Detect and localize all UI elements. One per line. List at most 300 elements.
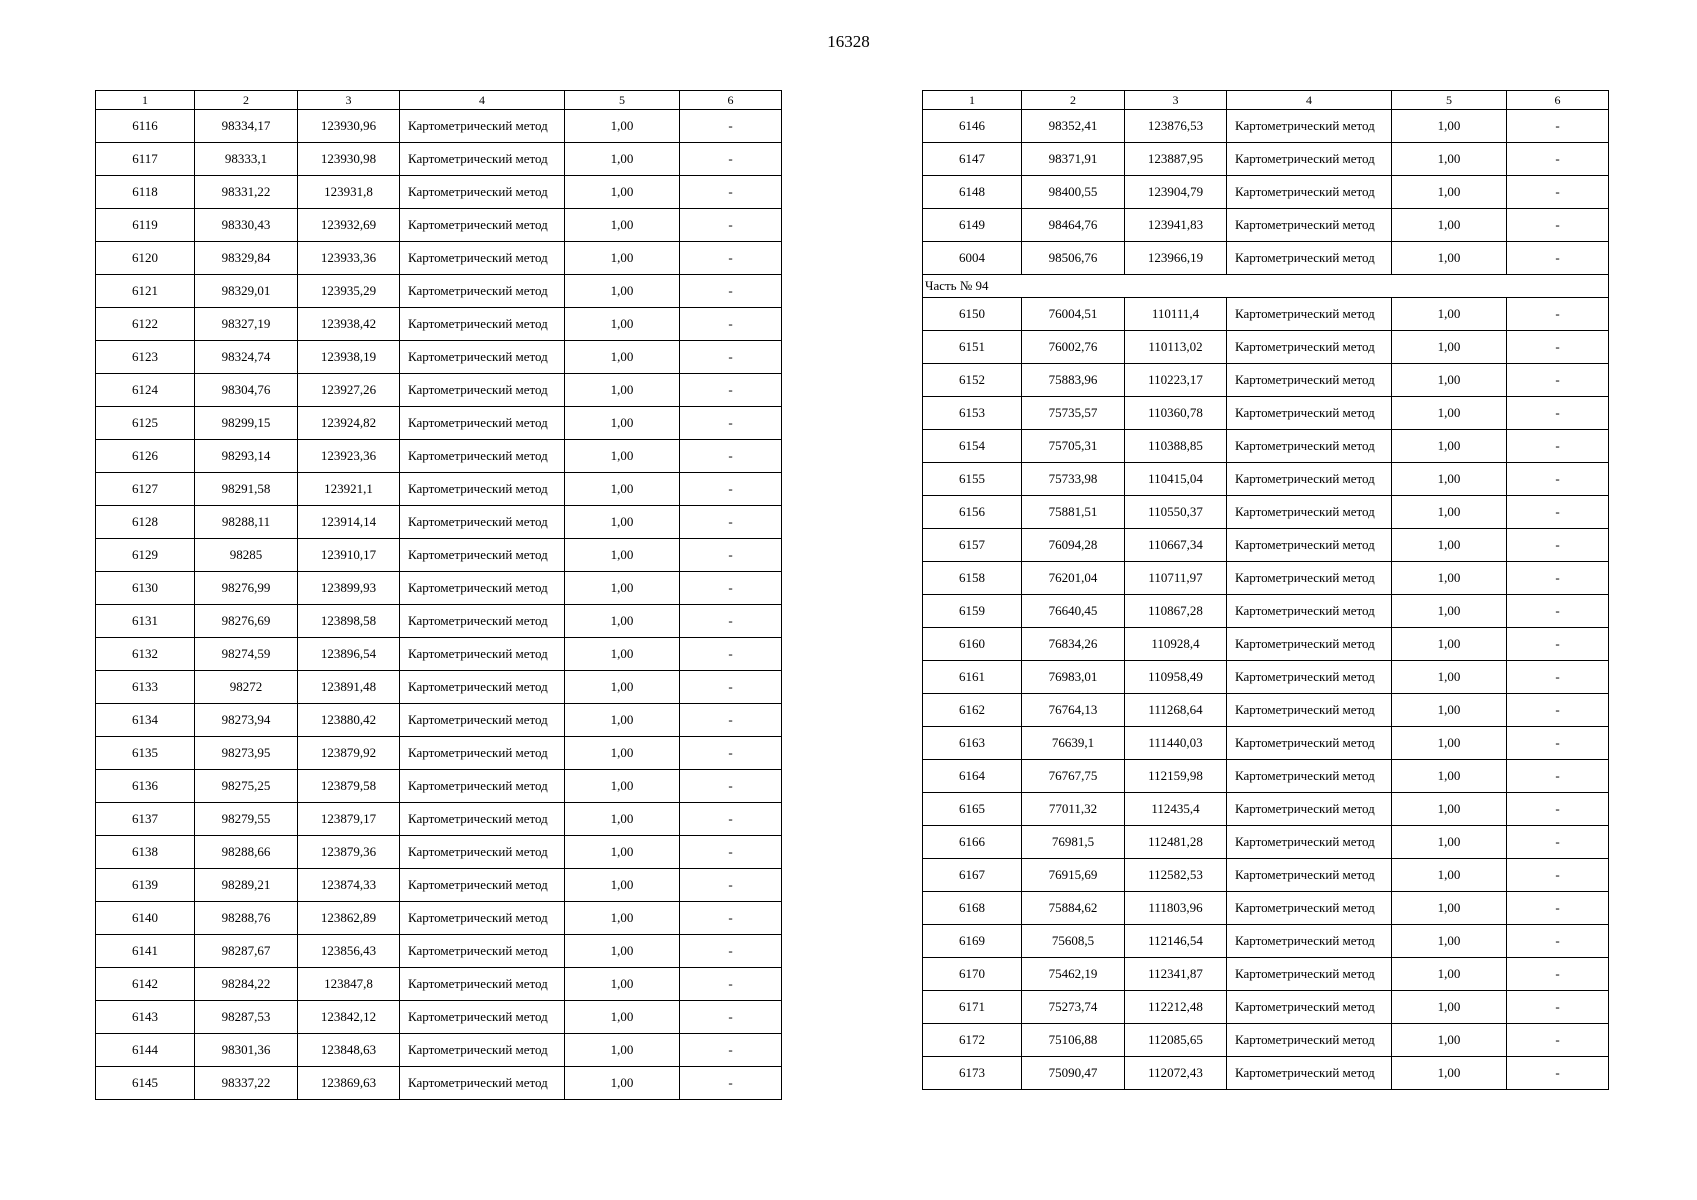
table-cell: 1,00 <box>1392 958 1507 991</box>
table-cell: 98371,91 <box>1022 143 1125 176</box>
table-cell: 1,00 <box>1392 826 1507 859</box>
table-cell: 123931,8 <box>298 176 400 209</box>
table-cell: 98288,66 <box>195 836 298 869</box>
table-cell: 75883,96 <box>1022 364 1125 397</box>
column-header: 4 <box>1227 91 1392 110</box>
table-cell: 112481,28 <box>1125 826 1227 859</box>
table-cell: 123938,19 <box>298 341 400 374</box>
table-row <box>96 1067 782 1100</box>
table-cell: 76004,51 <box>1022 298 1125 331</box>
table-row <box>923 628 1609 661</box>
table-row <box>96 1034 782 1067</box>
table-cell: 6170 <box>923 958 1022 991</box>
table-cell: - <box>1507 694 1609 727</box>
table-cell: 1,00 <box>1392 496 1507 529</box>
table-cell: 75090,47 <box>1022 1057 1125 1090</box>
table-row <box>923 397 1609 430</box>
table-cell: - <box>680 209 782 242</box>
table-body <box>96 110 782 1100</box>
table-cell: - <box>1507 595 1609 628</box>
table-cell: - <box>1507 661 1609 694</box>
table-cell: - <box>680 275 782 308</box>
table-cell: Картометрический метод <box>400 737 565 770</box>
table-row <box>923 661 1609 694</box>
table-cell: - <box>680 110 782 143</box>
table-cell: - <box>1507 760 1609 793</box>
table-cell: 98329,01 <box>195 275 298 308</box>
table-cell: 6168 <box>923 892 1022 925</box>
table-cell: 1,00 <box>565 803 680 836</box>
table-cell: Картометрический метод <box>400 341 565 374</box>
table-cell: 6134 <box>96 704 195 737</box>
table-cell: 6165 <box>923 793 1022 826</box>
table-cell: 75733,98 <box>1022 463 1125 496</box>
table-cell: 6145 <box>96 1067 195 1100</box>
table-cell: 6150 <box>923 298 1022 331</box>
table-row <box>923 110 1609 143</box>
table-cell: 110550,37 <box>1125 496 1227 529</box>
table-cell: 98293,14 <box>195 440 298 473</box>
table-row <box>923 209 1609 242</box>
table-cell: 110711,97 <box>1125 562 1227 595</box>
table-cell: Картометрический метод <box>1227 661 1392 694</box>
table-cell: 6157 <box>923 529 1022 562</box>
table-cell: 6121 <box>96 275 195 308</box>
table-row <box>96 539 782 572</box>
coordinates-table-right <box>922 90 1609 1090</box>
table-cell: 6128 <box>96 506 195 539</box>
table-cell: 98287,67 <box>195 935 298 968</box>
table-cell: 110113,02 <box>1125 331 1227 364</box>
table-cell: Картометрический метод <box>1227 242 1392 275</box>
table-row <box>923 496 1609 529</box>
table-cell: 123891,48 <box>298 671 400 704</box>
table-row <box>96 374 782 407</box>
table-cell: 98333,1 <box>195 143 298 176</box>
table-row <box>96 704 782 737</box>
table-cell: Картометрический метод <box>1227 496 1392 529</box>
table-cell: 6130 <box>96 572 195 605</box>
column-header: 2 <box>195 91 298 110</box>
table-cell: Картометрический метод <box>400 374 565 407</box>
table-cell: - <box>680 440 782 473</box>
column-header: 3 <box>1125 91 1227 110</box>
table-cell: 98299,15 <box>195 407 298 440</box>
table-cell: Картометрический метод <box>400 539 565 572</box>
table-cell: - <box>680 704 782 737</box>
table-cell: 123966,19 <box>1125 242 1227 275</box>
table-cell: 123842,12 <box>298 1001 400 1034</box>
coordinates-table-left <box>95 90 782 1100</box>
table-cell: Картометрический метод <box>1227 628 1392 661</box>
table-cell: - <box>680 143 782 176</box>
table-cell: 1,00 <box>1392 628 1507 661</box>
table-cell: 76201,04 <box>1022 562 1125 595</box>
table-cell: Картометрический метод <box>400 209 565 242</box>
table-cell: Картометрический метод <box>1227 110 1392 143</box>
page-number: 16328 <box>827 32 870 51</box>
table-cell: 98276,69 <box>195 605 298 638</box>
table-row <box>923 826 1609 859</box>
table-cell: 98273,95 <box>195 737 298 770</box>
table-row <box>923 727 1609 760</box>
table-cell: 1,00 <box>1392 595 1507 628</box>
table-cell: 123879,36 <box>298 836 400 869</box>
table-cell: 6153 <box>923 397 1022 430</box>
table-cell: 123879,92 <box>298 737 400 770</box>
table-cell: - <box>1507 143 1609 176</box>
table-cell: Картометрический метод <box>1227 298 1392 331</box>
table-cell: 1,00 <box>1392 143 1507 176</box>
table-cell: Картометрический метод <box>400 275 565 308</box>
table-cell: 112341,87 <box>1125 958 1227 991</box>
table-cell: 1,00 <box>1392 991 1507 1024</box>
table-cell: - <box>680 308 782 341</box>
table-cell: 6172 <box>923 1024 1022 1057</box>
table-row <box>96 275 782 308</box>
table-cell: 6136 <box>96 770 195 803</box>
table-cell: - <box>1507 727 1609 760</box>
table-cell: - <box>1507 925 1609 958</box>
table-cell: - <box>1507 628 1609 661</box>
table-cell: Картометрический метод <box>1227 760 1392 793</box>
table-cell: 6147 <box>923 143 1022 176</box>
table-cell: Картометрический метод <box>400 1001 565 1034</box>
table-row <box>923 595 1609 628</box>
table-row <box>96 242 782 275</box>
table-cell: 98275,25 <box>195 770 298 803</box>
table-cell: 6127 <box>96 473 195 506</box>
table-cell: 1,00 <box>565 704 680 737</box>
table-cell: 98284,22 <box>195 968 298 1001</box>
table-cell: 98464,76 <box>1022 209 1125 242</box>
table-cell: 98329,84 <box>195 242 298 275</box>
table-cell: 123869,63 <box>298 1067 400 1100</box>
table-cell: Картометрический метод <box>400 572 565 605</box>
table-cell: 1,00 <box>1392 529 1507 562</box>
table-cell: 110388,85 <box>1125 430 1227 463</box>
table-cell: 98331,22 <box>195 176 298 209</box>
table-header <box>96 91 782 110</box>
table-cell: Картометрический метод <box>400 308 565 341</box>
table-cell: 123932,69 <box>298 209 400 242</box>
table-cell: 1,00 <box>565 440 680 473</box>
table-cell: 1,00 <box>1392 176 1507 209</box>
table-cell: 110223,17 <box>1125 364 1227 397</box>
column-header: 1 <box>923 91 1022 110</box>
table-cell: Картометрический метод <box>1227 826 1392 859</box>
column-header: 5 <box>1392 91 1507 110</box>
table-cell: 123933,36 <box>298 242 400 275</box>
table-cell: Картометрический метод <box>1227 562 1392 595</box>
table-cell: - <box>680 539 782 572</box>
table-cell: 1,00 <box>1392 694 1507 727</box>
table-cell: 1,00 <box>1392 793 1507 826</box>
column-header: 6 <box>680 91 782 110</box>
table-cell: 6132 <box>96 638 195 671</box>
table-cell: Картометрический метод <box>1227 463 1392 496</box>
table-cell: 6143 <box>96 1001 195 1034</box>
table-cell: 6155 <box>923 463 1022 496</box>
table-cell: 1,00 <box>565 539 680 572</box>
table-cell: - <box>1507 364 1609 397</box>
table-cell: 1,00 <box>1392 463 1507 496</box>
table-cell: 1,00 <box>565 341 680 374</box>
table-cell: 1,00 <box>1392 925 1507 958</box>
table-cell: - <box>680 638 782 671</box>
table-cell: 1,00 <box>565 968 680 1001</box>
table-cell: - <box>1507 298 1609 331</box>
table-row <box>96 638 782 671</box>
table-cell: - <box>680 176 782 209</box>
table-cell: 75462,19 <box>1022 958 1125 991</box>
table-cell: 6004 <box>923 242 1022 275</box>
table-cell: 98279,55 <box>195 803 298 836</box>
table-cell: 76094,28 <box>1022 529 1125 562</box>
table-cell: 123923,36 <box>298 440 400 473</box>
table-cell: 123910,17 <box>298 539 400 572</box>
table-cell: 1,00 <box>1392 298 1507 331</box>
table-cell: 98337,22 <box>195 1067 298 1100</box>
table-cell: 112435,4 <box>1125 793 1227 826</box>
table-row <box>96 902 782 935</box>
table-cell: 76002,76 <box>1022 331 1125 364</box>
table-cell: 6141 <box>96 935 195 968</box>
table-cell: Картометрический метод <box>1227 1024 1392 1057</box>
table-cell: - <box>680 374 782 407</box>
table-cell: 75884,62 <box>1022 892 1125 925</box>
table-row <box>96 473 782 506</box>
table-cell: Картометрический метод <box>1227 430 1392 463</box>
table-cell: 123896,54 <box>298 638 400 671</box>
table-cell: 76915,69 <box>1022 859 1125 892</box>
table-cell: 6120 <box>96 242 195 275</box>
table-cell: 98330,43 <box>195 209 298 242</box>
table-row <box>923 242 1609 275</box>
table-header <box>923 91 1609 110</box>
table-cell: 6149 <box>923 209 1022 242</box>
table-cell: Картометрический метод <box>1227 859 1392 892</box>
table-cell: 1,00 <box>1392 892 1507 925</box>
table-cell: - <box>1507 991 1609 1024</box>
table-cell: 1,00 <box>565 374 680 407</box>
table-cell: 6117 <box>96 143 195 176</box>
table-cell: 6160 <box>923 628 1022 661</box>
table-cell: 1,00 <box>1392 110 1507 143</box>
table-cell: Картометрический метод <box>1227 397 1392 430</box>
table-cell: 6138 <box>96 836 195 869</box>
table-cell: 123930,98 <box>298 143 400 176</box>
table-cell: 1,00 <box>1392 430 1507 463</box>
table-cell: 1,00 <box>565 935 680 968</box>
table-cell: 112146,54 <box>1125 925 1227 958</box>
table-cell: Картометрический метод <box>400 902 565 935</box>
table-cell: Картометрический метод <box>400 770 565 803</box>
table-row <box>923 176 1609 209</box>
table-cell: Картометрический метод <box>1227 364 1392 397</box>
table-cell: 76639,1 <box>1022 727 1125 760</box>
table-cell: 1,00 <box>1392 562 1507 595</box>
table-cell: - <box>680 1067 782 1100</box>
table-cell: 110667,34 <box>1125 529 1227 562</box>
table-cell: Картометрический метод <box>400 671 565 704</box>
table-cell: 111440,03 <box>1125 727 1227 760</box>
table-cell: 1,00 <box>565 242 680 275</box>
table-cell: - <box>680 572 782 605</box>
table-cell: Картометрический метод <box>400 968 565 1001</box>
table-row <box>96 770 782 803</box>
column-header: 4 <box>400 91 565 110</box>
table-cell: Картометрический метод <box>400 1067 565 1100</box>
table-cell: - <box>1507 1057 1609 1090</box>
table-row <box>96 143 782 176</box>
table-cell: 1,00 <box>1392 760 1507 793</box>
table-row <box>923 958 1609 991</box>
table-body <box>923 110 1609 1090</box>
table-cell: 1,00 <box>1392 859 1507 892</box>
table-cell: 6159 <box>923 595 1022 628</box>
table-cell: 123876,53 <box>1125 110 1227 143</box>
table-cell: 6148 <box>923 176 1022 209</box>
table-row <box>923 991 1609 1024</box>
table-cell: 1,00 <box>565 275 680 308</box>
table-cell: - <box>680 737 782 770</box>
table-cell: Картометрический метод <box>1227 209 1392 242</box>
table-row <box>96 341 782 374</box>
table-cell: 6144 <box>96 1034 195 1067</box>
table-cell: 111268,64 <box>1125 694 1227 727</box>
table-cell: 1,00 <box>565 110 680 143</box>
table-cell: 76983,01 <box>1022 661 1125 694</box>
table-cell: - <box>680 968 782 1001</box>
table-cell: 1,00 <box>565 308 680 341</box>
table-cell: - <box>680 473 782 506</box>
table-cell: Картометрический метод <box>1227 892 1392 925</box>
table-cell: Картометрический метод <box>400 440 565 473</box>
table-row <box>96 209 782 242</box>
table-cell: - <box>680 407 782 440</box>
table-cell: - <box>680 1034 782 1067</box>
table-cell: 98301,36 <box>195 1034 298 1067</box>
table-cell: 6137 <box>96 803 195 836</box>
table-cell: 6118 <box>96 176 195 209</box>
table-cell: 6169 <box>923 925 1022 958</box>
table-cell: 6151 <box>923 331 1022 364</box>
table-cell: 6122 <box>96 308 195 341</box>
table-cell: Картометрический метод <box>400 1034 565 1067</box>
table-cell: Картометрический метод <box>1227 176 1392 209</box>
table-cell: 123874,33 <box>298 869 400 902</box>
table-cell: - <box>680 803 782 836</box>
table-cell: Картометрический метод <box>1227 958 1392 991</box>
table-row <box>96 935 782 968</box>
table-cell: 110111,4 <box>1125 298 1227 331</box>
table-cell: 6116 <box>96 110 195 143</box>
table-row <box>96 968 782 1001</box>
table-cell: 1,00 <box>565 605 680 638</box>
table-cell: 1,00 <box>565 176 680 209</box>
table-cell: Картометрический метод <box>1227 1057 1392 1090</box>
table-cell: 123898,58 <box>298 605 400 638</box>
table-cell: 6146 <box>923 110 1022 143</box>
column-header: 6 <box>1507 91 1609 110</box>
table-cell: 6131 <box>96 605 195 638</box>
table-cell: 123927,26 <box>298 374 400 407</box>
table-cell: Картометрический метод <box>400 638 565 671</box>
table-cell: - <box>680 242 782 275</box>
table-cell: - <box>680 869 782 902</box>
table-cell: - <box>1507 463 1609 496</box>
table-cell: 1,00 <box>565 506 680 539</box>
table-cell: 75705,31 <box>1022 430 1125 463</box>
table-cell: 1,00 <box>565 572 680 605</box>
table-cell: 75881,51 <box>1022 496 1125 529</box>
table-cell: Картометрический метод <box>400 506 565 539</box>
header-row <box>96 91 782 110</box>
table-cell: 6162 <box>923 694 1022 727</box>
column-header: 2 <box>1022 91 1125 110</box>
table-cell: 1,00 <box>565 407 680 440</box>
table-row <box>923 298 1609 331</box>
table-cell: 6125 <box>96 407 195 440</box>
table-cell: 75735,57 <box>1022 397 1125 430</box>
table-cell: 6173 <box>923 1057 1022 1090</box>
table-cell: 98272 <box>195 671 298 704</box>
table-cell: - <box>1507 496 1609 529</box>
table-row <box>96 308 782 341</box>
table-cell: 98288,11 <box>195 506 298 539</box>
table-row <box>923 925 1609 958</box>
section-label: Часть № 94 <box>923 275 1609 298</box>
table-row <box>96 1001 782 1034</box>
table-cell: - <box>1507 1024 1609 1057</box>
table-cell: 1,00 <box>565 1067 680 1100</box>
table-cell: - <box>1507 242 1609 275</box>
table-cell: - <box>1507 176 1609 209</box>
table-cell: - <box>680 671 782 704</box>
table-cell: 1,00 <box>565 1034 680 1067</box>
table-row <box>96 506 782 539</box>
table-cell: 1,00 <box>565 473 680 506</box>
header-row <box>923 91 1609 110</box>
table-cell: 1,00 <box>565 638 680 671</box>
table-cell: Картометрический метод <box>1227 529 1392 562</box>
table-cell: - <box>680 836 782 869</box>
table-row <box>96 605 782 638</box>
table-row <box>96 803 782 836</box>
table-cell: 6166 <box>923 826 1022 859</box>
table-cell: 123938,42 <box>298 308 400 341</box>
table-cell: 1,00 <box>565 902 680 935</box>
table-row <box>96 440 782 473</box>
table-cell: Картометрический метод <box>400 407 565 440</box>
table-cell: 123935,29 <box>298 275 400 308</box>
table-cell: 75106,88 <box>1022 1024 1125 1057</box>
table-cell: 112072,43 <box>1125 1057 1227 1090</box>
table-cell: 6126 <box>96 440 195 473</box>
table-cell: 123914,14 <box>298 506 400 539</box>
table-row <box>923 364 1609 397</box>
table-cell: 1,00 <box>565 737 680 770</box>
table-cell: 98400,55 <box>1022 176 1125 209</box>
table-cell: 123879,17 <box>298 803 400 836</box>
table-cell: 123887,95 <box>1125 143 1227 176</box>
column-header: 1 <box>96 91 195 110</box>
table-row <box>96 671 782 704</box>
table-cell: Картометрический метод <box>400 869 565 902</box>
table-cell: Картометрический метод <box>1227 991 1392 1024</box>
table-cell: 112212,48 <box>1125 991 1227 1024</box>
